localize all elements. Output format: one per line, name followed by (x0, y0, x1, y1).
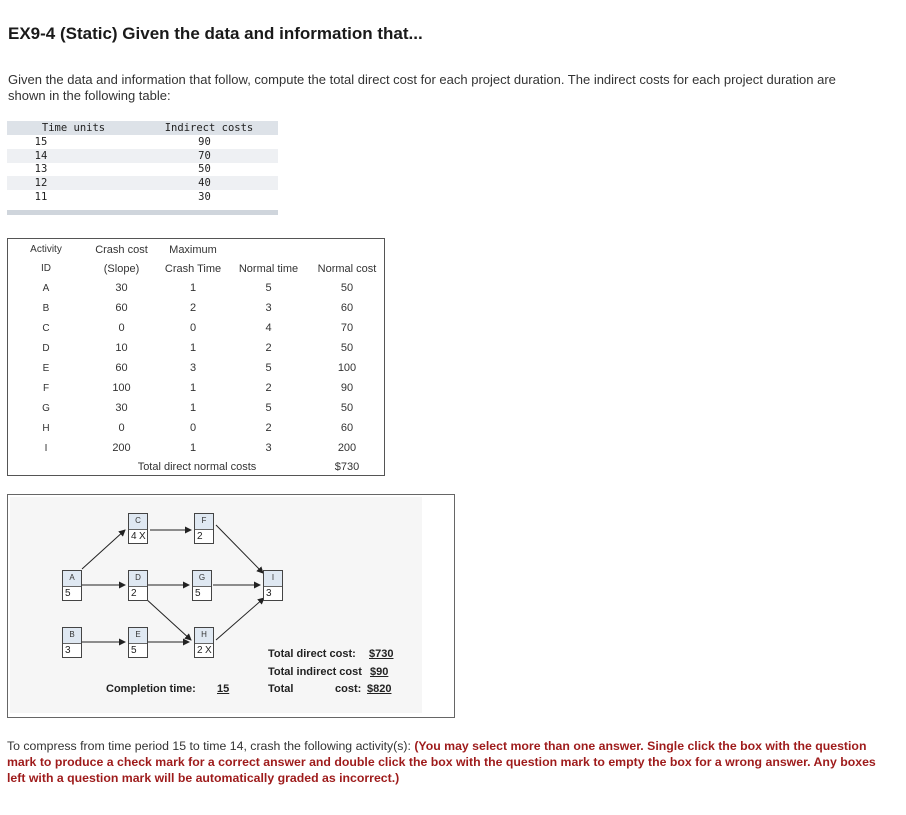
activity-id: D (42, 342, 50, 354)
node-g (192, 570, 212, 601)
question-instruction (7, 738, 877, 786)
crash-slope: 30 (115, 282, 128, 294)
node-f (194, 513, 214, 544)
node-duration: 3 (65, 645, 71, 656)
total-cost-value: $820 (367, 683, 392, 695)
time-unit-cell: 13 (34, 163, 48, 176)
activity-id: E (42, 362, 50, 374)
node-label: H (201, 630, 207, 639)
node-duration: 2 (197, 531, 203, 542)
total-indirect-cost-label: Total indirect cost (268, 666, 362, 678)
arrow-f-i (216, 525, 263, 573)
instruction-note: (You may select more than one answer. Single click the box with the question mark to produce a check mark for a correct answer and double click the box with the question mark to empty the box for a wrong answer. Any boxes left with a question mark will be automatically graded as incorrect.) (7, 739, 876, 785)
crash-slope: 10 (115, 342, 128, 354)
node-duration: 5 (195, 588, 201, 599)
node-label: F (201, 516, 207, 525)
node-a (62, 570, 82, 601)
max-crash-time: 1 (189, 342, 197, 354)
max-crash-time: 2 (189, 302, 197, 314)
crash-slope: 30 (115, 402, 128, 414)
activity-id: B (42, 302, 50, 314)
normal-cost: 50 (340, 282, 354, 294)
normal-cost: 200 (337, 442, 357, 454)
node-label: C (135, 516, 141, 525)
node-duration: 5 (65, 588, 71, 599)
total-cost-suffix: cost: (335, 683, 362, 695)
header-slope: (Slope) (103, 262, 140, 275)
indirect-cost-cell: 30 (198, 191, 211, 204)
normal-cost: 50 (340, 402, 354, 414)
normal-time: 2 (265, 422, 272, 434)
max-crash-time: 1 (189, 382, 197, 394)
node-duration: 5 (131, 645, 137, 656)
crash-slope: 100 (112, 382, 131, 394)
crash-slope: 0 (118, 422, 125, 434)
total-cost-label: Total (268, 683, 294, 695)
total-direct-normal-label: Total direct normal costs (137, 460, 257, 473)
header-normal-time: Normal time (238, 262, 299, 275)
header-time-units: Time units (7, 121, 140, 135)
node-label: A (69, 573, 75, 582)
problem-intro: Given the data and information that follow, compute the total direct cost for each project duration. The indirect costs for each project duration are shown in the following table: (8, 72, 836, 103)
total-indirect-cost-value: $90 (370, 666, 389, 678)
arrow-h-i (216, 598, 264, 640)
normal-cost: 90 (340, 382, 354, 394)
time-unit-cell: 11 (34, 191, 48, 204)
crashed-mark: X (139, 531, 146, 542)
max-crash-time: 1 (189, 282, 197, 294)
time-unit-cell: 15 (34, 135, 48, 148)
time-unit-cell: 14 (7, 149, 140, 163)
normal-time: 5 (265, 402, 272, 414)
header-maximum: Maximum (169, 243, 217, 256)
node-label: B (69, 630, 75, 639)
total-direct-normal-value: $730 (334, 460, 360, 473)
activity-id: G (42, 402, 50, 414)
normal-cost: 50 (340, 342, 354, 354)
node-label: I (271, 573, 275, 582)
crash-slope: 60 (115, 302, 128, 314)
header-activity: Activity (30, 244, 62, 255)
node-duration: 3 (266, 588, 272, 599)
activity-id: C (42, 322, 50, 334)
node-i (263, 570, 283, 601)
arrow-d-h (145, 598, 191, 640)
header-crash-time: Crash Time (164, 262, 222, 275)
indirect-cost-cell: 70 (140, 149, 278, 163)
normal-time: 2 (265, 382, 272, 394)
header-normal-cost: Normal cost (317, 262, 377, 275)
indirect-cost-cell: 40 (140, 176, 278, 190)
completion-time-value: 15 (217, 683, 230, 695)
normal-time: 2 (265, 342, 272, 354)
node-h (194, 627, 214, 658)
normal-time: 3 (265, 442, 272, 454)
node-duration: 2 (131, 588, 137, 599)
max-crash-time: 0 (189, 422, 197, 434)
node-label: E (135, 630, 141, 639)
max-crash-time: 1 (189, 442, 197, 454)
header-id: ID (41, 263, 51, 274)
total-direct-cost-label: Total direct cost: (268, 648, 356, 660)
activity-id: H (42, 422, 50, 434)
header-indirect-costs: Indirect costs (140, 121, 278, 135)
node-duration: 2 (197, 645, 203, 656)
node-label: G (198, 573, 206, 582)
node-b (62, 627, 82, 658)
instruction-text: To compress from time period 15 to time 14, crash the following activity(s): (7, 739, 411, 753)
max-crash-time: 3 (189, 362, 197, 374)
normal-time: 4 (265, 322, 272, 334)
node-label: D (135, 573, 141, 582)
header-crash-cost: Crash cost (95, 243, 148, 256)
normal-time: 5 (265, 282, 272, 294)
crash-slope: 200 (112, 442, 131, 454)
node-e (128, 627, 148, 658)
page-title: EX9-4 (Static) Given the data and information that... (8, 24, 423, 43)
normal-time: 5 (265, 362, 272, 374)
node-duration: 4 (131, 531, 137, 542)
total-direct-cost-value: $730 (369, 648, 394, 660)
indirect-cost-cell: 90 (198, 135, 211, 148)
crash-slope: 0 (118, 322, 125, 334)
completion-time-label: Completion time: (106, 683, 196, 695)
indirect-cost-cell: 50 (198, 163, 211, 176)
normal-cost: 60 (340, 422, 354, 434)
time-unit-cell: 12 (7, 176, 140, 190)
normal-cost: 60 (340, 302, 354, 314)
normal-cost: 100 (337, 362, 357, 374)
node-d (128, 570, 148, 601)
node-c (128, 513, 148, 544)
max-crash-time: 0 (189, 322, 197, 334)
crashed-mark: X (205, 645, 212, 656)
activity-id: A (42, 282, 50, 294)
normal-cost: 70 (340, 322, 354, 334)
arrow-a-c (82, 530, 125, 569)
max-crash-time: 1 (189, 402, 197, 414)
normal-time: 3 (265, 302, 272, 314)
activity-id: F (42, 382, 50, 394)
activity-id: I (44, 442, 48, 454)
crash-slope: 60 (115, 362, 128, 374)
